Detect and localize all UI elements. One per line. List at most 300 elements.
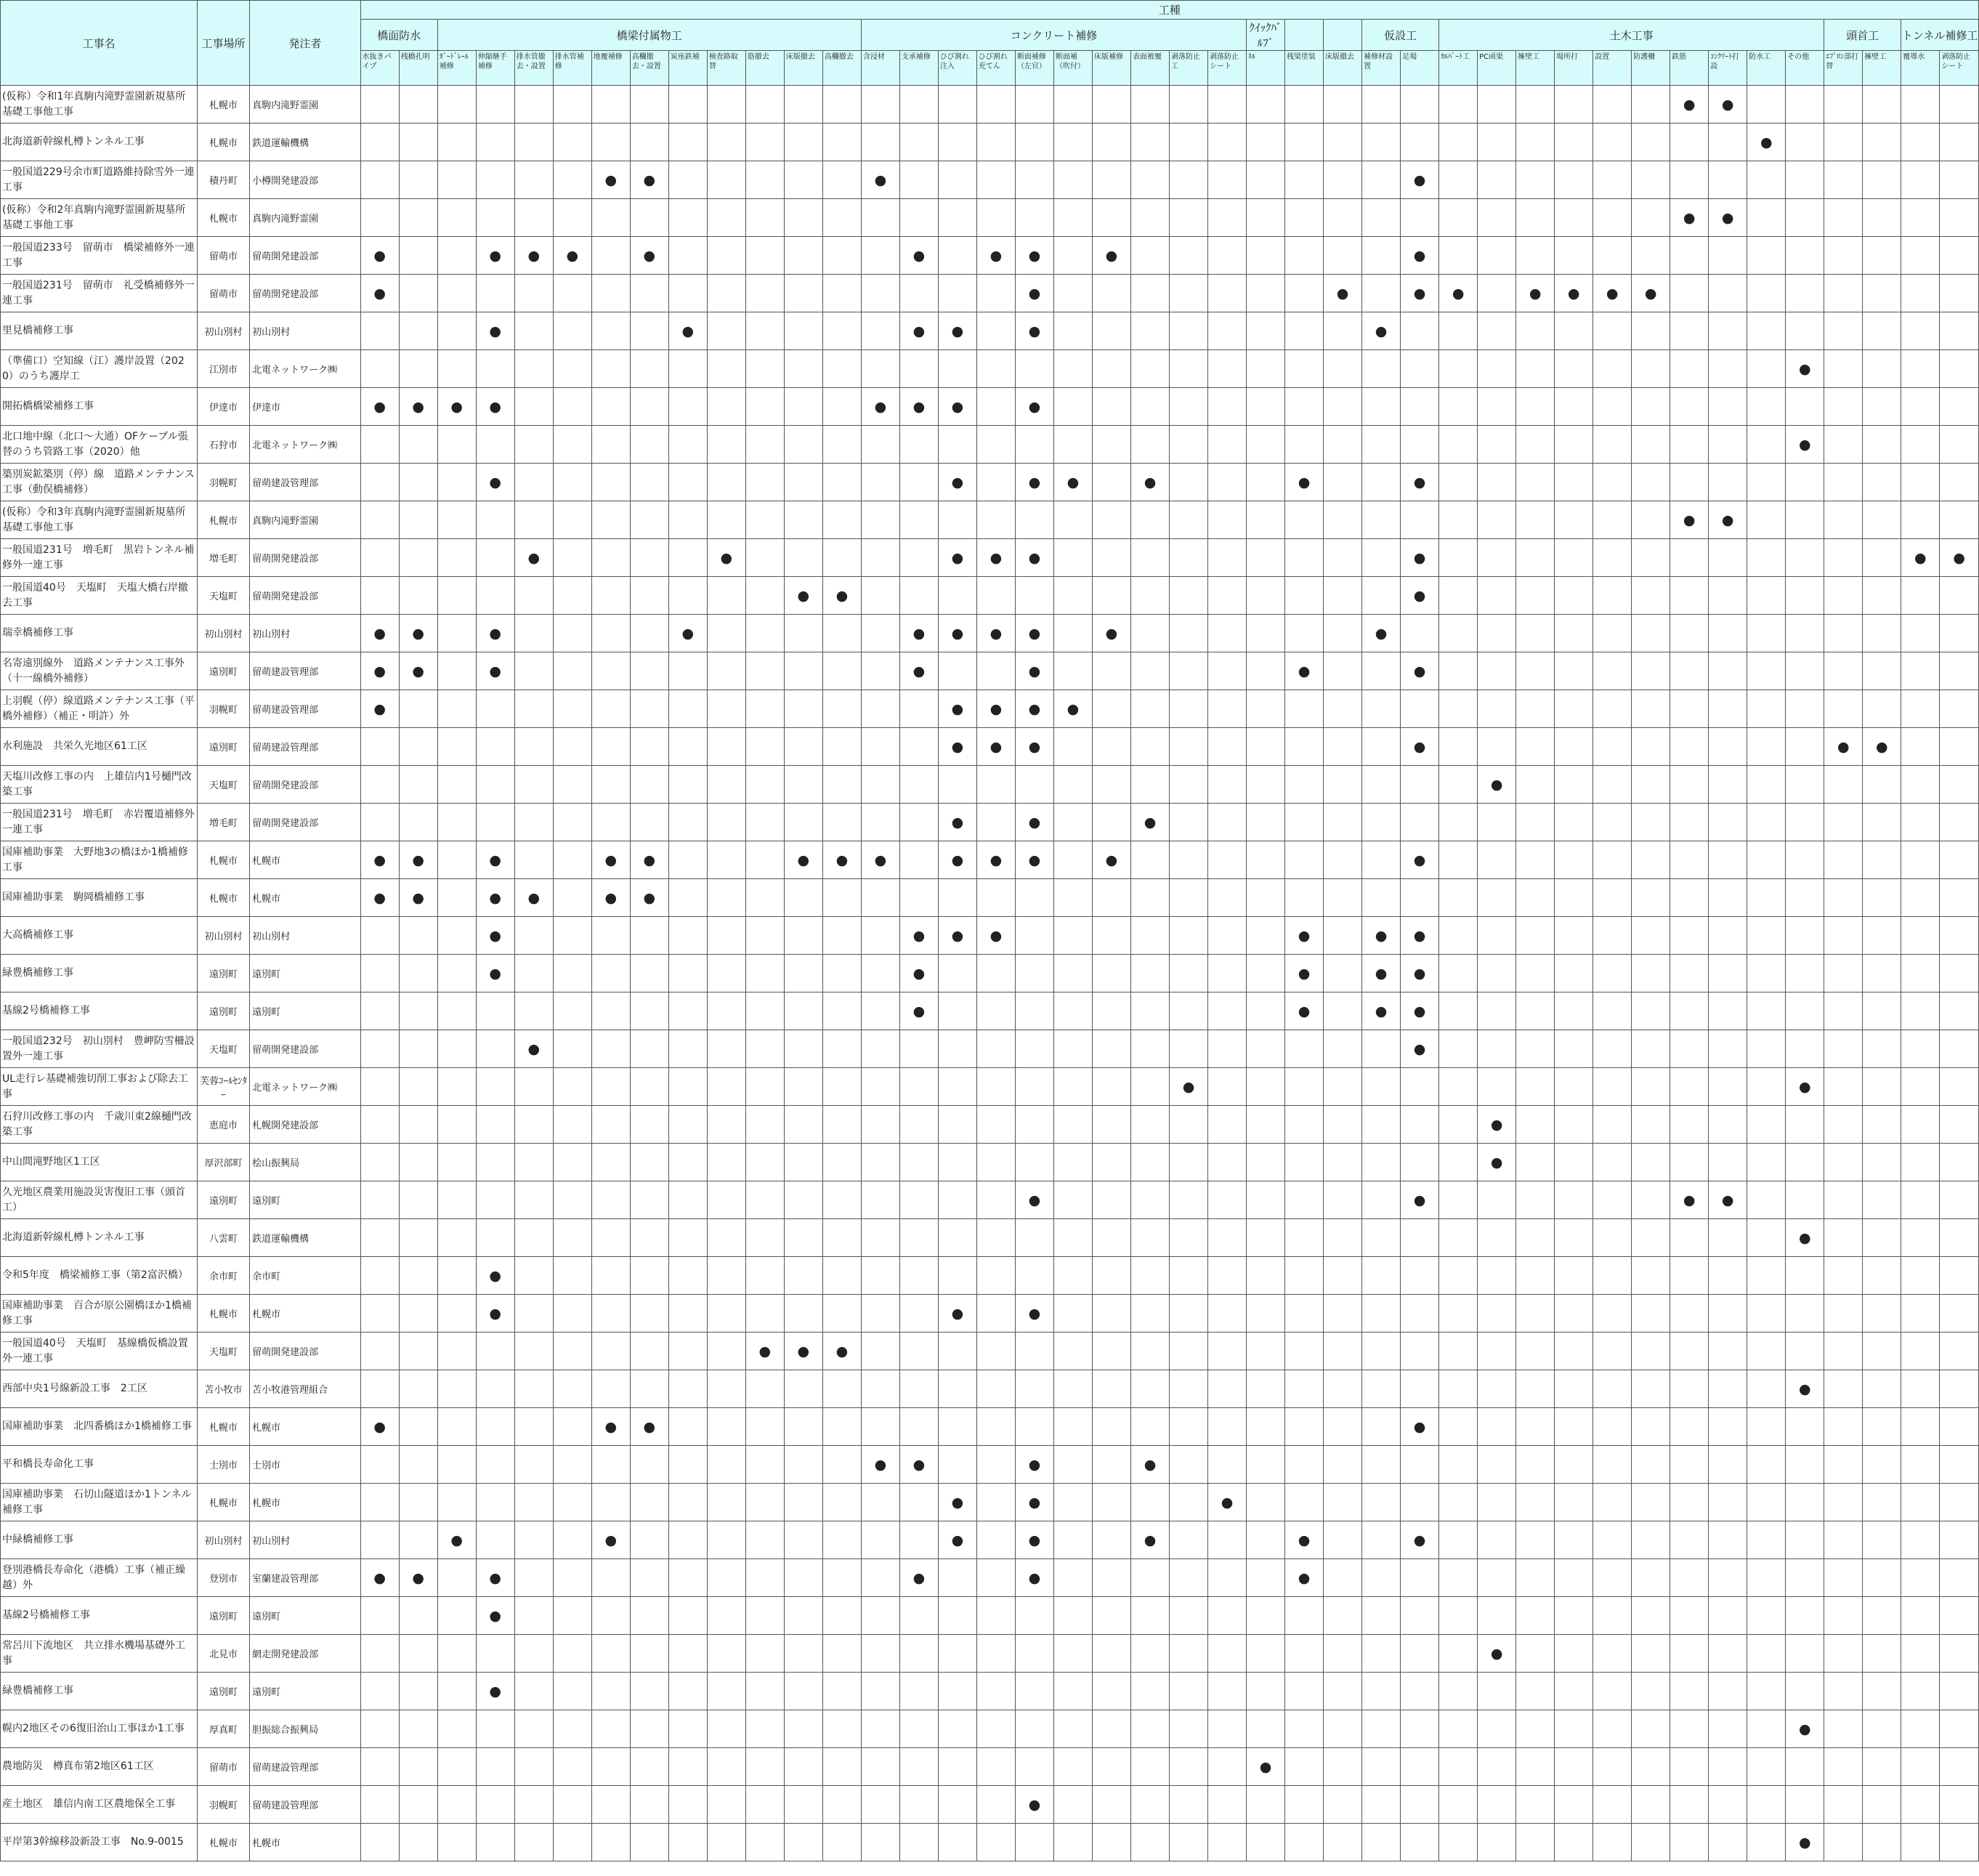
cell (1593, 1408, 1632, 1446)
cell (360, 766, 399, 804)
cell (360, 1257, 399, 1295)
cell (784, 992, 822, 1030)
work-client: 留萌建設管理部 (250, 1748, 361, 1786)
cell: ● (1824, 728, 1863, 766)
cell: ● (476, 955, 514, 992)
cell (1170, 426, 1208, 464)
cell (1478, 804, 1516, 841)
work-client: 初山別村 (250, 312, 361, 350)
cell (1285, 237, 1324, 275)
cell (1208, 388, 1247, 426)
cell (1901, 1635, 1940, 1673)
cell (1593, 1030, 1632, 1068)
cell (1324, 1068, 1362, 1106)
work-client: 札幌市 (250, 1408, 361, 1446)
cell (822, 766, 861, 804)
cell (938, 577, 976, 615)
cell (1747, 690, 1786, 728)
cell (1324, 690, 1362, 728)
cell (1516, 1521, 1555, 1559)
cell (1478, 615, 1516, 652)
work-location: 遠別町 (197, 652, 249, 690)
cell (1709, 1673, 1747, 1710)
work-client: 留萌開発建設部 (250, 539, 361, 577)
cell (1208, 124, 1247, 161)
work-name: 天塩川改修工事の内 上雄信内1号樋門改築工事 (1, 766, 198, 804)
cell (1170, 1597, 1208, 1635)
work-name: 国庫補助事業 大野地3の橋ほか1橋補修工事 (1, 841, 198, 879)
cell (1478, 464, 1516, 501)
cell (1439, 917, 1478, 955)
header-column: 剥落防止工 (1170, 51, 1208, 86)
cell (1324, 728, 1362, 766)
cell (1593, 1106, 1632, 1144)
cell (630, 199, 668, 237)
table-row (1, 1446, 1979, 1484)
cell (745, 1559, 784, 1597)
work-location: 天塩町 (197, 766, 249, 804)
cell (1593, 1484, 1632, 1521)
cell (745, 1824, 784, 1861)
cell (938, 1068, 976, 1106)
cell (399, 1219, 437, 1257)
cell (1747, 1181, 1786, 1219)
cell (1285, 1710, 1324, 1748)
cell (1632, 577, 1670, 615)
cell (1747, 841, 1786, 879)
cell (1324, 955, 1362, 992)
cell (1247, 1370, 1285, 1408)
cell (668, 1068, 707, 1106)
cell (1092, 1068, 1130, 1106)
cell (591, 1597, 630, 1635)
cell (1670, 1710, 1709, 1748)
header-column: 支承補修 (899, 51, 938, 86)
cell (1709, 1370, 1747, 1408)
cell (745, 1030, 784, 1068)
work-name: 緑豊橋補修工事 (1, 955, 198, 992)
cell (1208, 1521, 1247, 1559)
cell (630, 1333, 668, 1370)
cell (1516, 388, 1555, 426)
cell (476, 1144, 514, 1181)
cell (360, 1824, 399, 1861)
cell (1670, 124, 1709, 161)
cell: ● (1015, 275, 1053, 312)
cell (1478, 1370, 1516, 1408)
cell (1516, 199, 1555, 237)
cell (1324, 615, 1362, 652)
cell (784, 312, 822, 350)
work-name: 大高橋補修工事 (1, 917, 198, 955)
cell (360, 1295, 399, 1333)
cell (1015, 1068, 1053, 1106)
cell (1670, 350, 1709, 388)
cell (668, 1710, 707, 1748)
cell (1247, 1559, 1285, 1597)
cell (1015, 426, 1053, 464)
cell (861, 1295, 899, 1333)
cell: ● (938, 690, 976, 728)
cell (476, 199, 514, 237)
cell (476, 1370, 514, 1408)
cell (1593, 350, 1632, 388)
cell (514, 992, 553, 1030)
cell (1632, 1710, 1670, 1748)
cell (1170, 1257, 1208, 1295)
cell (1170, 237, 1208, 275)
cell (1362, 1030, 1401, 1068)
cell (476, 1333, 514, 1370)
cell (399, 275, 437, 312)
cell (1092, 1710, 1130, 1748)
cell (1901, 615, 1940, 652)
cell (1593, 577, 1632, 615)
cell (553, 1559, 591, 1597)
cell (1747, 1597, 1786, 1635)
cell (437, 804, 476, 841)
cell (1439, 1370, 1478, 1408)
cell (1709, 124, 1747, 161)
cell (553, 992, 591, 1030)
cell (1439, 1446, 1478, 1484)
cell (1516, 1257, 1555, 1295)
cell (514, 1748, 553, 1786)
cell (1632, 690, 1670, 728)
cell (822, 690, 861, 728)
cell: ● (1555, 275, 1593, 312)
cell (437, 1181, 476, 1219)
cell (1863, 124, 1901, 161)
cell (1824, 124, 1863, 161)
cell: ● (938, 1295, 976, 1333)
cell: ● (1401, 917, 1439, 955)
cell (437, 501, 476, 539)
cell (1208, 1181, 1247, 1219)
work-name: 瑞幸橋補修工事 (1, 615, 198, 652)
cell (399, 199, 437, 237)
cell (1208, 1673, 1247, 1710)
cell (1478, 879, 1516, 917)
cell (630, 652, 668, 690)
cell: ● (1670, 86, 1709, 124)
cell (1709, 464, 1747, 501)
cell (553, 615, 591, 652)
cell: ● (1053, 690, 1092, 728)
cell (1401, 804, 1439, 841)
cell (476, 1068, 514, 1106)
cell (1786, 539, 1824, 577)
cell (1053, 992, 1092, 1030)
cell (1208, 766, 1247, 804)
cell (1285, 1106, 1324, 1144)
cell (668, 426, 707, 464)
cell (630, 1521, 668, 1559)
cell (1709, 652, 1747, 690)
cell (1439, 237, 1478, 275)
cell (1940, 728, 1979, 766)
cell (745, 237, 784, 275)
cell (1516, 1068, 1555, 1106)
cell (437, 728, 476, 766)
cell (1555, 955, 1593, 992)
cell: ● (1478, 766, 1516, 804)
cell (1053, 1181, 1092, 1219)
cell (1670, 1106, 1709, 1144)
cell (1940, 426, 1979, 464)
cell: ● (1285, 1521, 1324, 1559)
header-column: ｶﾞｰﾄﾞﾚｰﾙ補修 (437, 51, 476, 86)
cell: ● (476, 1559, 514, 1597)
header-column: 炭座鉄補 (668, 51, 707, 86)
cell (476, 350, 514, 388)
cell (1362, 1673, 1401, 1710)
cell (1940, 501, 1979, 539)
cell (1362, 539, 1401, 577)
cell (514, 464, 553, 501)
cell (1092, 1219, 1130, 1257)
cell (1824, 690, 1863, 728)
cell (1401, 124, 1439, 161)
cell (1130, 917, 1169, 955)
cell (1092, 464, 1130, 501)
work-location: 札幌市 (197, 124, 249, 161)
cell (1824, 1257, 1863, 1295)
cell (1478, 124, 1516, 161)
cell (745, 1710, 784, 1748)
cell: ● (476, 615, 514, 652)
cell (861, 1181, 899, 1219)
cell (1555, 992, 1593, 1030)
cell (745, 766, 784, 804)
cell (784, 1181, 822, 1219)
cell (1593, 1521, 1632, 1559)
cell (1516, 841, 1555, 879)
cell (899, 1710, 938, 1748)
cell (1130, 388, 1169, 426)
table-row (1, 955, 1979, 992)
cell (1478, 1748, 1516, 1786)
cell (437, 539, 476, 577)
cell (1863, 879, 1901, 917)
cell (1285, 350, 1324, 388)
cell (1130, 426, 1169, 464)
cell: ● (360, 275, 399, 312)
work-location: 遠別町 (197, 1673, 249, 1710)
cell (1901, 1106, 1940, 1144)
table-row (1, 1068, 1979, 1106)
cell (707, 992, 745, 1030)
cell (1362, 124, 1401, 161)
cell (1747, 388, 1786, 426)
cell (976, 1408, 1015, 1446)
cell (976, 1181, 1015, 1219)
work-location: 羽幌町 (197, 690, 249, 728)
work-client: 留萌開発建設部 (250, 577, 361, 615)
cell: ● (1285, 955, 1324, 992)
cell (1632, 124, 1670, 161)
cell (707, 312, 745, 350)
cell (399, 312, 437, 350)
cell (1285, 615, 1324, 652)
cell (591, 388, 630, 426)
cell (1208, 1030, 1247, 1068)
cell (1439, 1219, 1478, 1257)
cell (1053, 312, 1092, 350)
cell: ● (1015, 1181, 1053, 1219)
cell (1824, 1446, 1863, 1484)
cell (1092, 1484, 1130, 1521)
cell (1130, 1748, 1169, 1786)
cell (630, 1068, 668, 1106)
cell (822, 1521, 861, 1559)
cell (514, 350, 553, 388)
cell (822, 124, 861, 161)
cell (861, 124, 899, 161)
cell (707, 1106, 745, 1144)
cell (1015, 1748, 1053, 1786)
cell: ● (514, 539, 553, 577)
cell (822, 1786, 861, 1824)
cell (822, 728, 861, 766)
cell (1053, 539, 1092, 577)
cell (1516, 1333, 1555, 1370)
cell (1555, 1295, 1593, 1333)
cell (360, 1370, 399, 1408)
cell (1285, 312, 1324, 350)
cell (1208, 1710, 1247, 1748)
cell (1555, 1030, 1593, 1068)
cell (1362, 1333, 1401, 1370)
work-location: 留萌市 (197, 1748, 249, 1786)
cell (1208, 312, 1247, 350)
cell (437, 426, 476, 464)
cell (976, 1030, 1015, 1068)
cell (399, 690, 437, 728)
cell (707, 1597, 745, 1635)
cell (514, 1597, 553, 1635)
work-client: 余市町 (250, 1257, 361, 1295)
cell (745, 464, 784, 501)
cell (899, 199, 938, 237)
table-row (1, 388, 1979, 426)
cell (1478, 1484, 1516, 1521)
cell (1285, 577, 1324, 615)
cell (976, 464, 1015, 501)
cell (1863, 804, 1901, 841)
cell (861, 1635, 899, 1673)
cell (1516, 992, 1555, 1030)
cell (1208, 1786, 1247, 1824)
cell (1092, 1408, 1130, 1446)
cell (1747, 275, 1786, 312)
cell (784, 1219, 822, 1257)
cell (630, 804, 668, 841)
cell (1632, 766, 1670, 804)
cell (1709, 615, 1747, 652)
cell (1130, 1181, 1169, 1219)
cell (437, 350, 476, 388)
cell (1786, 1257, 1824, 1295)
cell (1053, 766, 1092, 804)
cell (1478, 1030, 1516, 1068)
cell (1555, 199, 1593, 237)
cell (707, 1673, 745, 1710)
cell (1863, 1824, 1901, 1861)
cell (784, 1446, 822, 1484)
cell (1555, 1068, 1593, 1106)
cell: ● (1786, 1824, 1824, 1861)
cell (1709, 1333, 1747, 1370)
cell (1439, 1408, 1478, 1446)
cell (1170, 1333, 1208, 1370)
cell (1632, 615, 1670, 652)
cell (1593, 1635, 1632, 1673)
cell (1863, 1370, 1901, 1408)
cell (1824, 1786, 1863, 1824)
cell (1824, 1030, 1863, 1068)
cell: ● (1053, 464, 1092, 501)
cell (360, 804, 399, 841)
cell (822, 1370, 861, 1408)
cell (1709, 1824, 1747, 1861)
cell (1053, 237, 1092, 275)
cell (1324, 124, 1362, 161)
cell: ● (1015, 1559, 1053, 1597)
cell (1670, 804, 1709, 841)
cell (1324, 1030, 1362, 1068)
cell (1208, 1446, 1247, 1484)
work-name: UL走行レ基礎補強切削工事および除去工事 (1, 1068, 198, 1106)
cell (1709, 350, 1747, 388)
header-column: 覆導水 (1901, 51, 1940, 86)
cell (1901, 917, 1940, 955)
cell (1401, 388, 1439, 426)
cell (1401, 1106, 1439, 1144)
cell (668, 841, 707, 879)
cell (745, 690, 784, 728)
cell (1053, 1295, 1092, 1333)
header-name: 工事名 (1, 1, 198, 86)
cell (1824, 464, 1863, 501)
cell (707, 955, 745, 992)
cell (1901, 841, 1940, 879)
cell (822, 1484, 861, 1521)
cell (630, 539, 668, 577)
cell (514, 1295, 553, 1333)
table-row (1, 879, 1979, 917)
cell: ● (976, 728, 1015, 766)
cell (1940, 577, 1979, 615)
cell (1786, 1144, 1824, 1181)
cell: ● (399, 615, 437, 652)
cell (360, 1484, 399, 1521)
cell (399, 1068, 437, 1106)
cell (668, 690, 707, 728)
cell (1632, 992, 1670, 1030)
cell (1863, 841, 1901, 879)
cell: ● (1015, 464, 1053, 501)
cell (707, 426, 745, 464)
cell (591, 1635, 630, 1673)
cell (1632, 199, 1670, 237)
cell: ● (399, 879, 437, 917)
cell (1439, 539, 1478, 577)
cell (476, 804, 514, 841)
cell: ● (1015, 652, 1053, 690)
cell (1208, 501, 1247, 539)
cell (1747, 199, 1786, 237)
